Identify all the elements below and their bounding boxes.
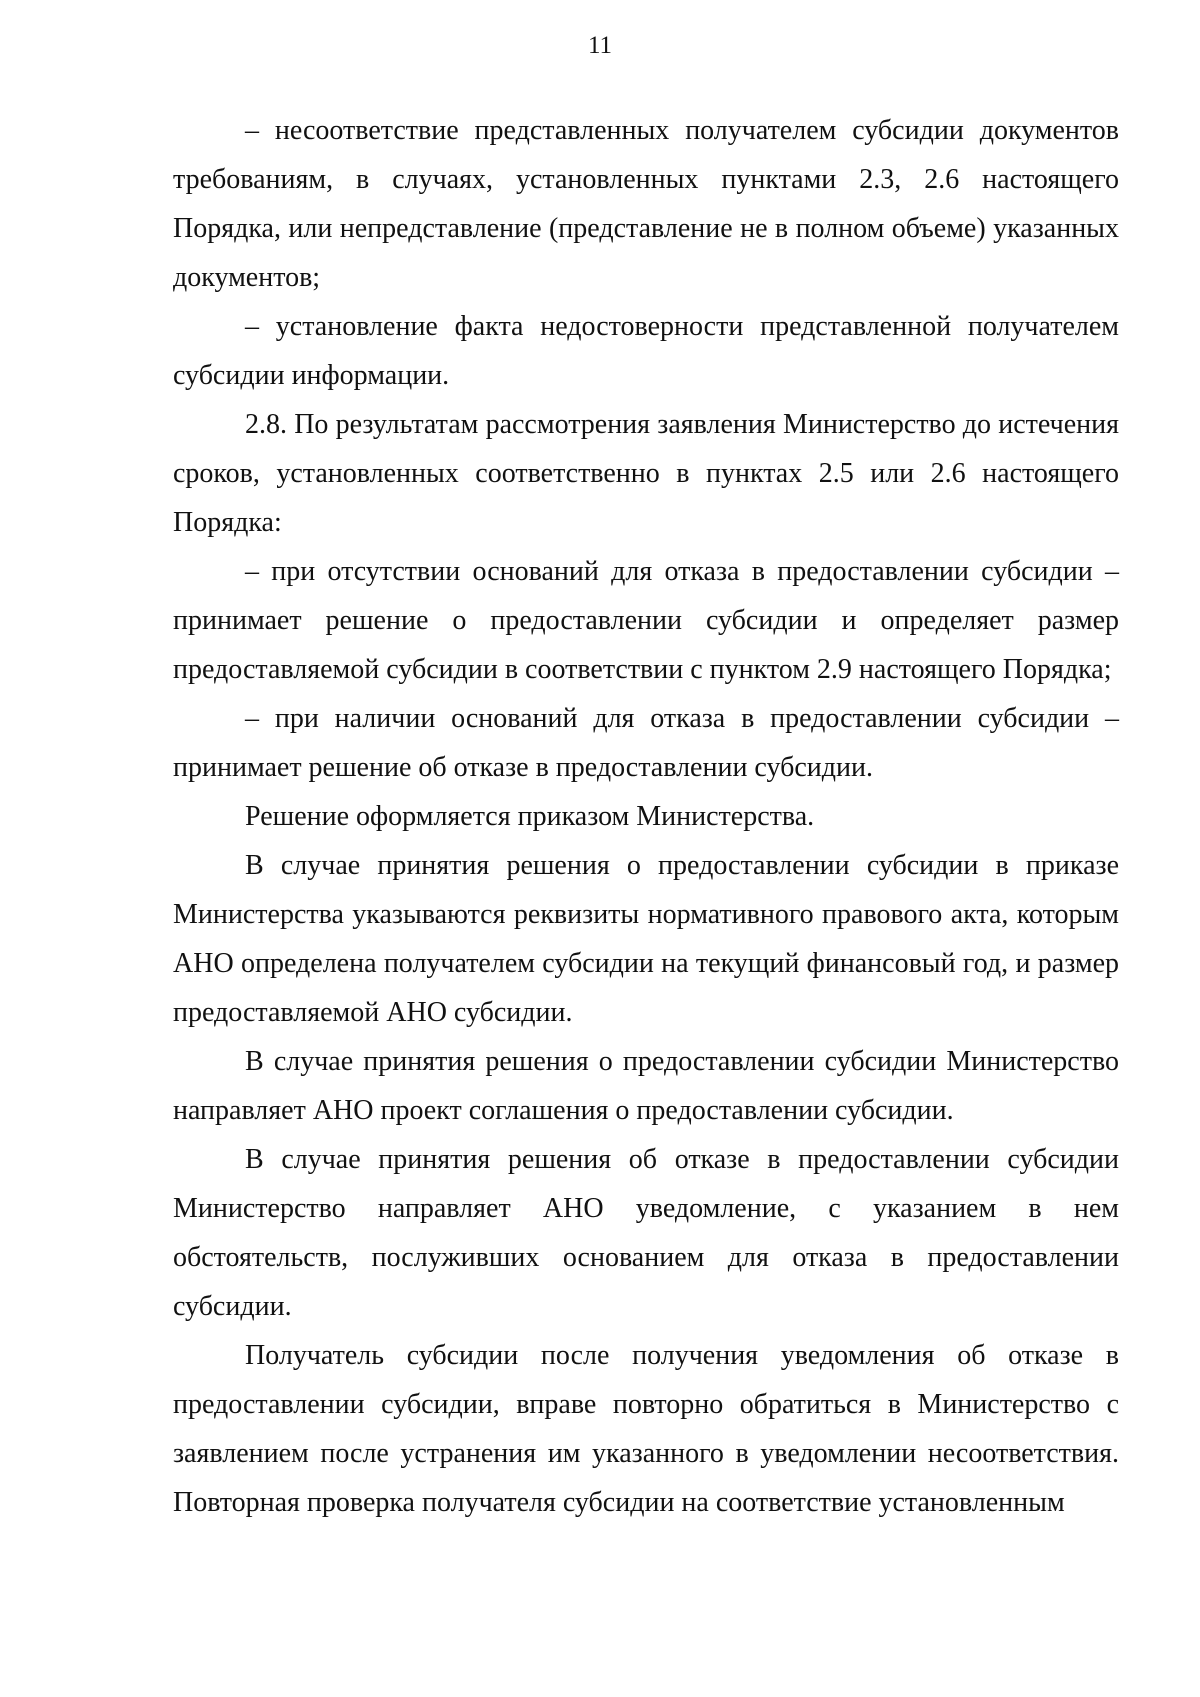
paragraph-agreement-draft: В случае принятия решения о предоставлении субсидии Министерство направляет АНО проект соглашения о предоставлении субсидии. (173, 1046, 1119, 1126)
paragraph-section-2-8: 2.8. По результатам рассмотрения заявления Министерство до истечения сроков, установленных соответственно в пунктах 2.5 или 2.6 настоящего Порядка: (173, 409, 1119, 538)
document-body (173, 106, 1119, 1527)
paragraph-grounds-for-refusal: – при наличии оснований для отказа в предоставлении субсидии – принимает решение об отказе в предоставлении субсидии. (173, 703, 1119, 783)
paragraph-repeated-application: Получатель субсидии после получения уведомления об отказе в предоставлении субсидии, вправе повторно обратиться в Министерство с заявлением после устранения им указанного в уведомлении несоответствия. Повторная проверка получателя субсидии на соответствие установленным (173, 1340, 1119, 1518)
paragraph-unreliable-information: – установление факта недостоверности представленной получателем субсидии информации. (173, 311, 1119, 391)
paragraph-decision-order: Решение оформляется приказом Министерства. (245, 801, 815, 832)
paragraph-no-grounds-for-refusal: – при отсутствии оснований для отказа в предоставлении субсидии – принимает решение о предоставлении субсидии и определяет размер предоставляемой субсидии в соответствии с пунктом 2.9 настоящего Порядка; (173, 556, 1119, 685)
paragraph-order-details: В случае принятия решения о предоставлении субсидии в приказе Министерства указываются реквизиты нормативного правового акта, которым АНО определена получателем субсидии на текущий финансовый год, и размер предоставляемой АНО субсидии. (173, 850, 1119, 1028)
paragraph-refusal-notice: В случае принятия решения об отказе в предоставлении субсидии Министерство направляет АНО уведомление, с указанием в нем обстоятельств, послуживших основанием для отказа в предоставлении субсидии. (173, 1144, 1119, 1322)
paragraph-nonconformity-documents: – несоответствие представленных получателем субсидии документов требованиям, в случаях, установленных пунктами 2.3, 2.6 настоящего Порядка, или непредставление (представление не в полном объеме) указанных документов; (173, 115, 1119, 293)
page-number: 11 (587, 32, 613, 59)
